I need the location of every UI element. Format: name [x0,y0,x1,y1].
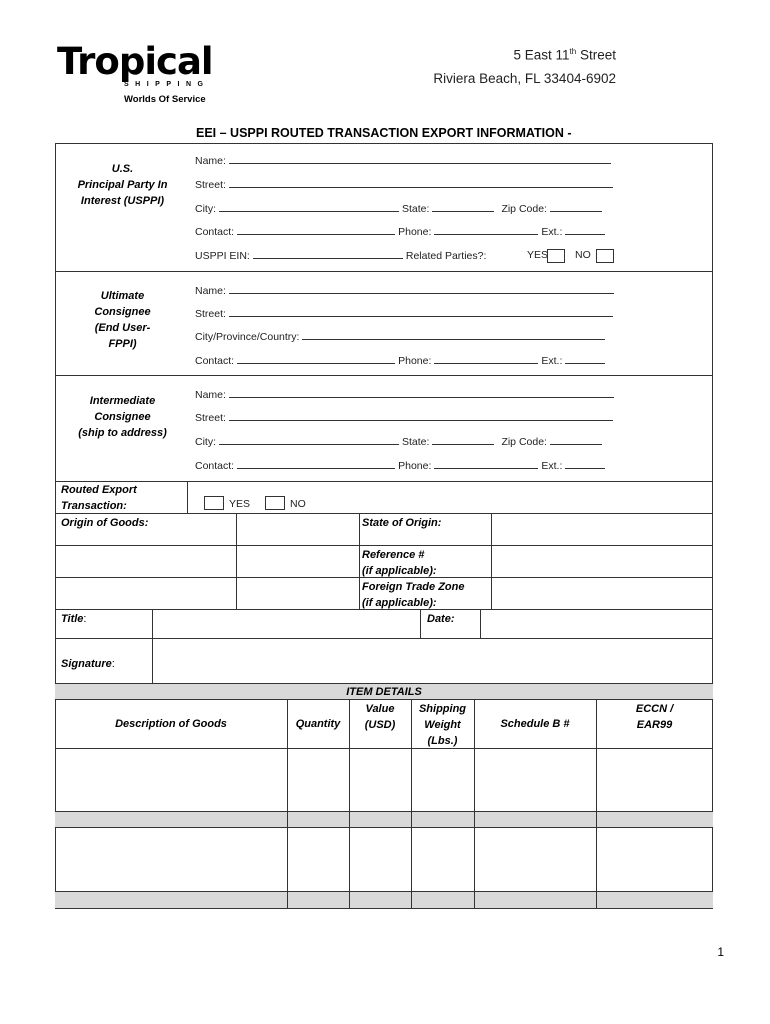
column-divider [359,513,360,609]
row-divider [55,748,713,749]
related-yes-label: YES [527,249,549,261]
usppi-contact-field[interactable]: Contact: Phone: Ext.: [195,225,608,238]
origin-of-goods-label: Origin of Goods: [61,517,149,529]
section-divider [55,375,713,376]
intermediate-consignee-label: Intermediate Consignee (ship to address) [78,395,167,439]
form-title: EEI – USPPI ROUTED TRANSACTION EXPORT INFORMATION - [196,126,572,140]
address-line-1: 5 East 11th Street [513,47,616,63]
logo-tagline: Worlds Of Service [124,94,206,105]
related-no-checkbox[interactable] [596,249,614,263]
routed-yes-label: YES [229,498,251,510]
usppi-street-field[interactable]: Street: [195,178,616,191]
ultimate-contact-field[interactable]: Contact: Phone: Ext.: [195,354,608,367]
weight-column-header: Shipping Weight (Lbs.) [418,703,467,747]
column-divider [236,513,237,609]
schedule-b-column-header: Schedule B # [500,718,570,730]
ultimate-street-field[interactable]: Street: [195,307,616,320]
usppi-city-field[interactable]: City: State: Zip Code: [195,202,605,215]
column-divider [152,609,153,683]
related-yes-checkbox[interactable] [547,249,565,263]
intermediate-street-field[interactable]: Street: [195,411,616,424]
item-separator-bar [55,891,713,909]
date-label: Date: [427,613,455,625]
page-number: 1 [717,945,724,959]
quantity-column-header: Quantity [295,718,341,730]
routed-yes-checkbox[interactable] [204,496,224,510]
ultimate-consignee-label: Ultimate Consignee (End User- FPPI) [94,290,151,350]
related-no-label: NO [575,249,591,261]
routed-no-checkbox[interactable] [265,496,285,510]
intermediate-city-field[interactable]: City: State: Zip Code: [195,435,605,448]
address-line-2: Riviera Beach, FL 33404-6902 [433,71,616,86]
column-divider [420,609,421,638]
column-divider [491,513,492,609]
column-divider [187,481,188,513]
reference-label: Reference # (if applicable): [362,549,437,577]
row-divider [55,638,713,639]
row-divider [55,545,713,546]
state-of-origin-label: State of Origin: [362,517,442,529]
column-divider [480,609,481,638]
foreign-trade-zone-label: Foreign Trade Zone (if applicable): [362,581,465,609]
usppi-ein-field[interactable]: USPPI EIN: Related Parties?: [195,250,487,262]
row-divider [55,513,713,514]
ultimate-city-country-field[interactable]: City/Province/Country: [195,330,608,343]
item-details-header: ITEM DETAILS [346,686,422,698]
section-divider [55,481,713,482]
usppi-label: U.S. Principal Party In Interest (USPPI) [77,163,168,207]
ultimate-name-field[interactable]: Name: [195,284,617,297]
item-separator-bar [55,811,713,828]
routed-no-label: NO [290,498,306,510]
logo-subtitle: SHIPPING [124,81,210,88]
usppi-name-field[interactable]: Name: [195,154,614,167]
intermediate-contact-field[interactable]: Contact: Phone: Ext.: [195,459,608,472]
signature-label: Signature: [61,658,115,670]
value-column-header: Value (USD) [364,703,396,731]
section-divider [55,271,713,272]
description-column-header: Description of Goods [115,718,227,730]
company-logo: Tropical [57,40,213,83]
intermediate-name-field[interactable]: Name: [195,388,617,401]
eccn-column-header: ECCN / EAR99 [635,703,674,731]
title-label: Title: [61,613,87,625]
routed-export-label: Routed Export Transaction: [61,484,137,512]
